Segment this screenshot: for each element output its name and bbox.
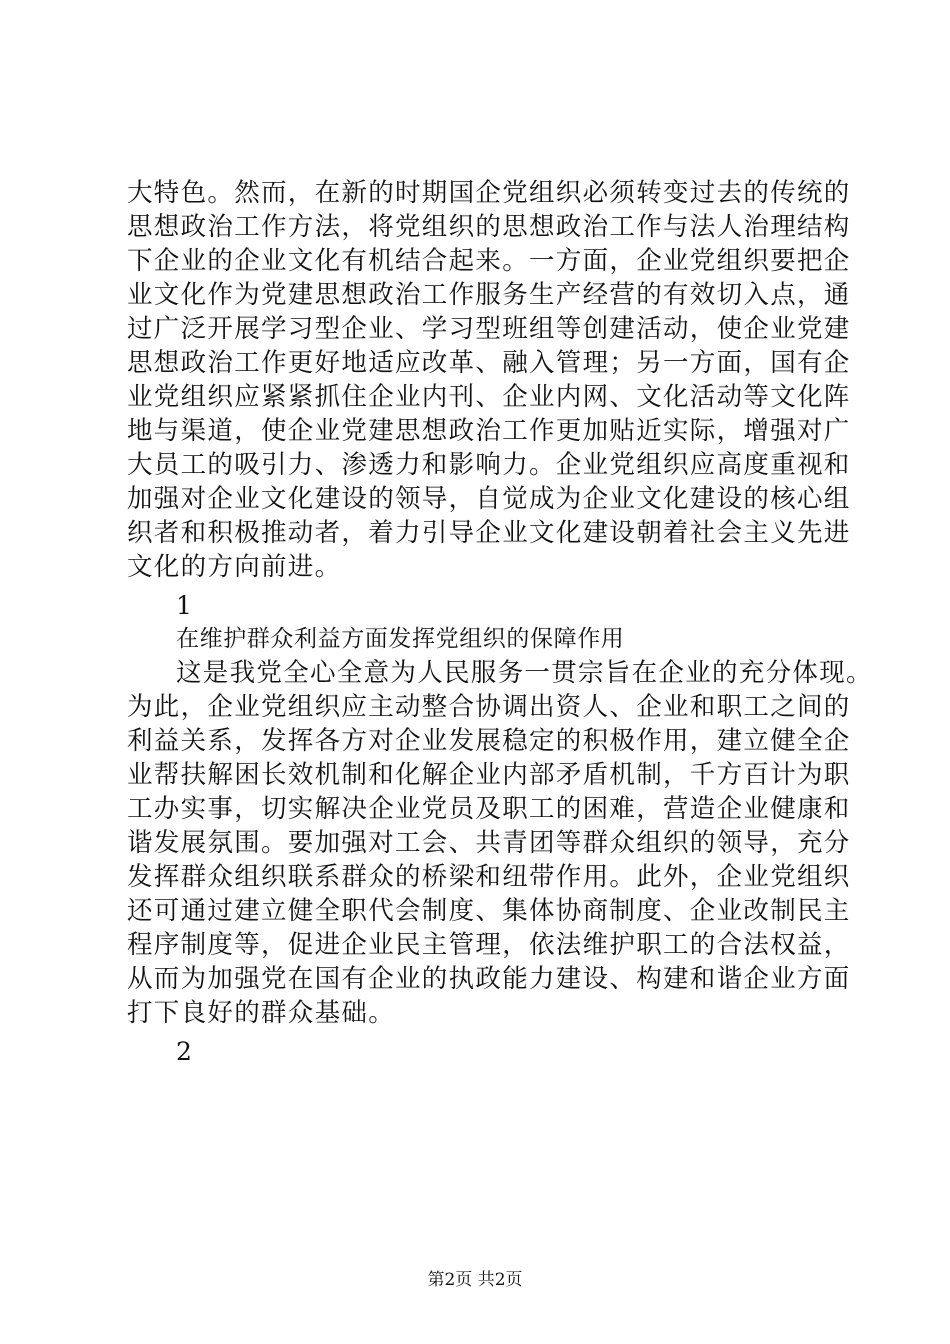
text-line: 下企业的企业文化有机结合起来。一方面，企业党组织要把企 [127, 246, 851, 276]
section-heading: 在维护群众利益方面发挥党组织的保障作用 [176, 626, 625, 652]
text-line: 加强对企业文化建设的领导，自觉成为企业文化建设的核心组 [127, 484, 851, 514]
text-line: 工办实事，切实解决企业党员及职工的困难，营造企业健康和 [127, 794, 851, 824]
text-line: 谐发展氛围。要加强对工会、共青团等群众组织的领导，充分 [127, 828, 851, 858]
section-number-2: 2 [176, 1037, 192, 1066]
text-line: 织者和积极推动者，着力引导企业文化建设朝着社会主义先进 [127, 518, 851, 548]
text-line: 大员工的吸引力、渗透力和影响力。企业党组织应高度重视和 [127, 450, 851, 480]
text-line: 从而为加强党在国有企业的执政能力建设、构建和谐企业方面 [127, 964, 851, 994]
text-line: 业帮扶解困长效机制和化解企业内部矛盾机制，千方百计为职 [127, 760, 851, 790]
text-line: 文化的方向前进。 [127, 552, 342, 582]
text-line: 业文化作为党建思想政治工作服务生产经营的有效切入点，通 [127, 280, 851, 310]
text-line: 打下良好的群众基础。 [127, 998, 396, 1028]
text-line: 思想政治工作方法，将党组织的思想政治工作与法人治理结构 [127, 212, 851, 242]
page-footer: 第2页 共2页 [427, 1270, 523, 1290]
section-number-1: 1 [176, 591, 192, 620]
text-line: 利益关系，发挥各方对企业发展稳定的积极作用，建立健全企 [127, 726, 851, 756]
text-line: 程序制度等，促进企业民主管理，依法维护职工的合法权益， [127, 930, 851, 960]
text-line: 地与渠道，使企业党建思想政治工作更加贴近实际，增强对广 [127, 416, 851, 446]
text-line: 过广泛开展学习型企业、学习型班组等创建活动，使企业党建 [127, 314, 851, 344]
text-line: 业党组织应紧紧抓住企业内刊、企业内网、文化活动等文化阵 [127, 382, 851, 412]
text-line: 发挥群众组织联系群众的桥梁和纽带作用。此外，企业党组织 [127, 862, 851, 892]
text-line: 这是我党全心全意为人民服务一贯宗旨在企业的充分体现。 [176, 658, 873, 688]
text-line: 为此，企业党组织应主动整合协调出资人、企业和职工之间的 [127, 692, 851, 722]
text-line: 还可通过建立健全职代会制度、集体协商制度、企业改制民主 [127, 896, 851, 926]
text-line: 思想政治工作更好地适应改革、融入管理；另一方面，国有企 [127, 348, 851, 378]
text-line: 大特色。然而，在新的时期国企党组织必须转变过去的传统的 [127, 178, 851, 208]
